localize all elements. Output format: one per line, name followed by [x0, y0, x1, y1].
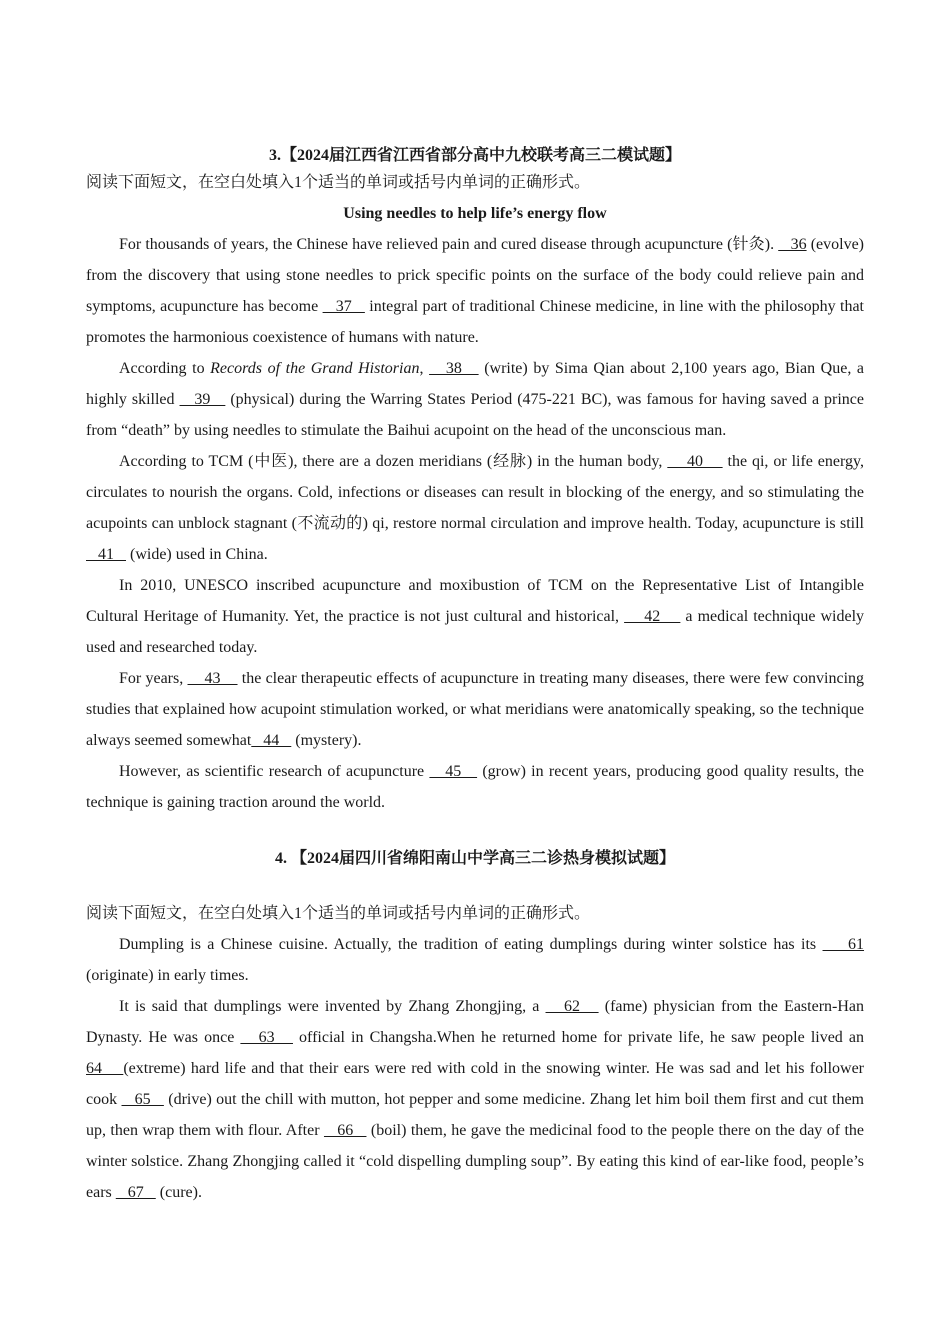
- blank-38[interactable]: 38: [429, 360, 479, 377]
- text-run: For thousands of years, the Chinese have relieved pain and cured disease through acupuncture (针灸).: [119, 236, 779, 253]
- blank-42[interactable]: 42: [624, 608, 681, 625]
- paragraph-8: [86, 991, 864, 1208]
- paragraph-3: [86, 446, 864, 570]
- text-run: However, as scientific research of acupuncture: [119, 763, 430, 780]
- paragraph-1: [86, 229, 864, 353]
- section-4-instruction: 阅读下面短文，在空白处填入1个适当的单词或括号内单词的正确形式。: [86, 905, 591, 922]
- text-run: (write) by Sima Qian about 2,100 years ago, Bian Que, a highly skilled: [86, 360, 865, 408]
- blank-66[interactable]: 66: [323, 1122, 367, 1139]
- blank-44[interactable]: 44: [251, 732, 292, 749]
- blank-64[interactable]: 64: [86, 1060, 124, 1077]
- blank-40[interactable]: 40: [667, 453, 723, 470]
- section-4-title: 4. 【2024届四川省绵阳南山中学高三二诊热身模拟试题】: [274, 850, 675, 867]
- text-run: (originate) in early times.: [86, 967, 249, 984]
- text-run: ,: [419, 360, 430, 377]
- blank-45[interactable]: 45: [429, 763, 478, 780]
- section-3-title: 3.【2024届江西省江西省部分高中九校联考高三二模试题】: [268, 147, 681, 164]
- blank-37[interactable]: 37: [322, 298, 365, 315]
- paragraph-7: [86, 929, 864, 991]
- text-run: a medical technique widely used and researched today.: [86, 608, 865, 656]
- paragraph-5: [86, 663, 864, 756]
- blank-43[interactable]: 43: [187, 670, 238, 687]
- article-title: Using needles to help life’s energy flow: [343, 205, 607, 222]
- text-run: According to TCM (中医), there are a dozen meridians (经脉) in the human body,: [119, 453, 668, 470]
- text-run: It is said that dumplings were invented by Zhang Zhongjing, a: [119, 998, 546, 1015]
- spacer: [86, 870, 864, 898]
- paragraph-6: [86, 756, 864, 818]
- blank-36[interactable]: 36: [778, 236, 807, 253]
- text-run: (extreme) hard life and that their ears were red with cold in the snowing winter. He was sad and let his follower cook: [86, 1060, 865, 1108]
- book-title: Records of the Grand Historian: [210, 360, 420, 377]
- text-run: (drive) out the chill with mutton, hot pepper and some medicine. Zhang let him boil them first and cut them up, then wrap them with flour. After: [86, 1091, 864, 1139]
- text-run: the qi, or life energy, circulates to nourish the organs. Cold, infections or diseases can result in blocking of the energy, and so stimulating the acupoints can unblock stagnant (不流动的) qi, restore normal circulation and improve health. Today, acupuncture is still: [86, 453, 865, 532]
- text-run: (mystery).: [291, 732, 362, 749]
- paragraph-2: [86, 353, 864, 446]
- text-run: the clear therapeutic effects of acupuncture in treating many diseases, there were few convincing studies that explained how acupoint stimulation worked, or what meridians were anatomically speaking, so the technique always seemed somewhat: [86, 670, 865, 749]
- spacer: [86, 818, 864, 848]
- blank-62[interactable]: 62: [545, 998, 599, 1015]
- text-run: In 2010, UNESCO inscribed acupuncture and moxibustion of TCM on the Representative List of Intangible Cultural Heritage of Humanity. Yet, the practice is not just cultural and historical,: [86, 577, 864, 625]
- text-run: (evolve) from the discovery that using stone needles to prick specific points on the surface of the body could relieve pain and symptoms, acupuncture has become: [86, 236, 864, 315]
- blank-65[interactable]: 65: [121, 1091, 164, 1108]
- text-run: integral part of traditional Chinese medicine, in line with the philosophy that promotes the harmonious coexistence of humans with nature.: [86, 298, 865, 346]
- text-run: Dumpling is a Chinese cuisine. Actually, the tradition of eating dumplings during winter solstice has its: [119, 936, 823, 953]
- text-run: According to: [119, 360, 211, 377]
- text-run: (wide) used in China.: [126, 546, 268, 563]
- blank-39[interactable]: 39: [179, 391, 226, 408]
- blank-41[interactable]: 41: [86, 546, 126, 563]
- text-run: (physical) during the Warring States Period (475-221 BC), was famous for having saved a prince from “death” by using needles to stimulate the Baihui acupoint on the head of the unconscious man.: [86, 391, 865, 439]
- text-run: (boil) them, he gave the medicinal food to the people there on the day of the winter solstice. Zhang Zhongjing called it “cold dispelling dumpling soup”. By eating this kind of ear-like food, people’s ears: [86, 1122, 865, 1201]
- text-run: (grow) in recent years, producing good quality results, the technique is gaining traction around the world.: [86, 763, 865, 811]
- blank-61[interactable]: 61: [822, 936, 865, 953]
- text-run: (fame) physician from the Eastern-Han Dynasty. He was once: [86, 998, 865, 1046]
- blank-67[interactable]: 67: [115, 1184, 156, 1201]
- section-3-instruction: 阅读下面短文，在空白处填入1个适当的单词或括号内单词的正确形式。: [86, 174, 591, 191]
- text-run: For years,: [119, 670, 188, 687]
- blank-63[interactable]: 63: [240, 1029, 293, 1046]
- text-run: official in Changsha.When he returned home for private life, he saw people lived an: [292, 1029, 865, 1046]
- text-run: (cure).: [155, 1184, 202, 1201]
- paragraph-4: [86, 570, 864, 663]
